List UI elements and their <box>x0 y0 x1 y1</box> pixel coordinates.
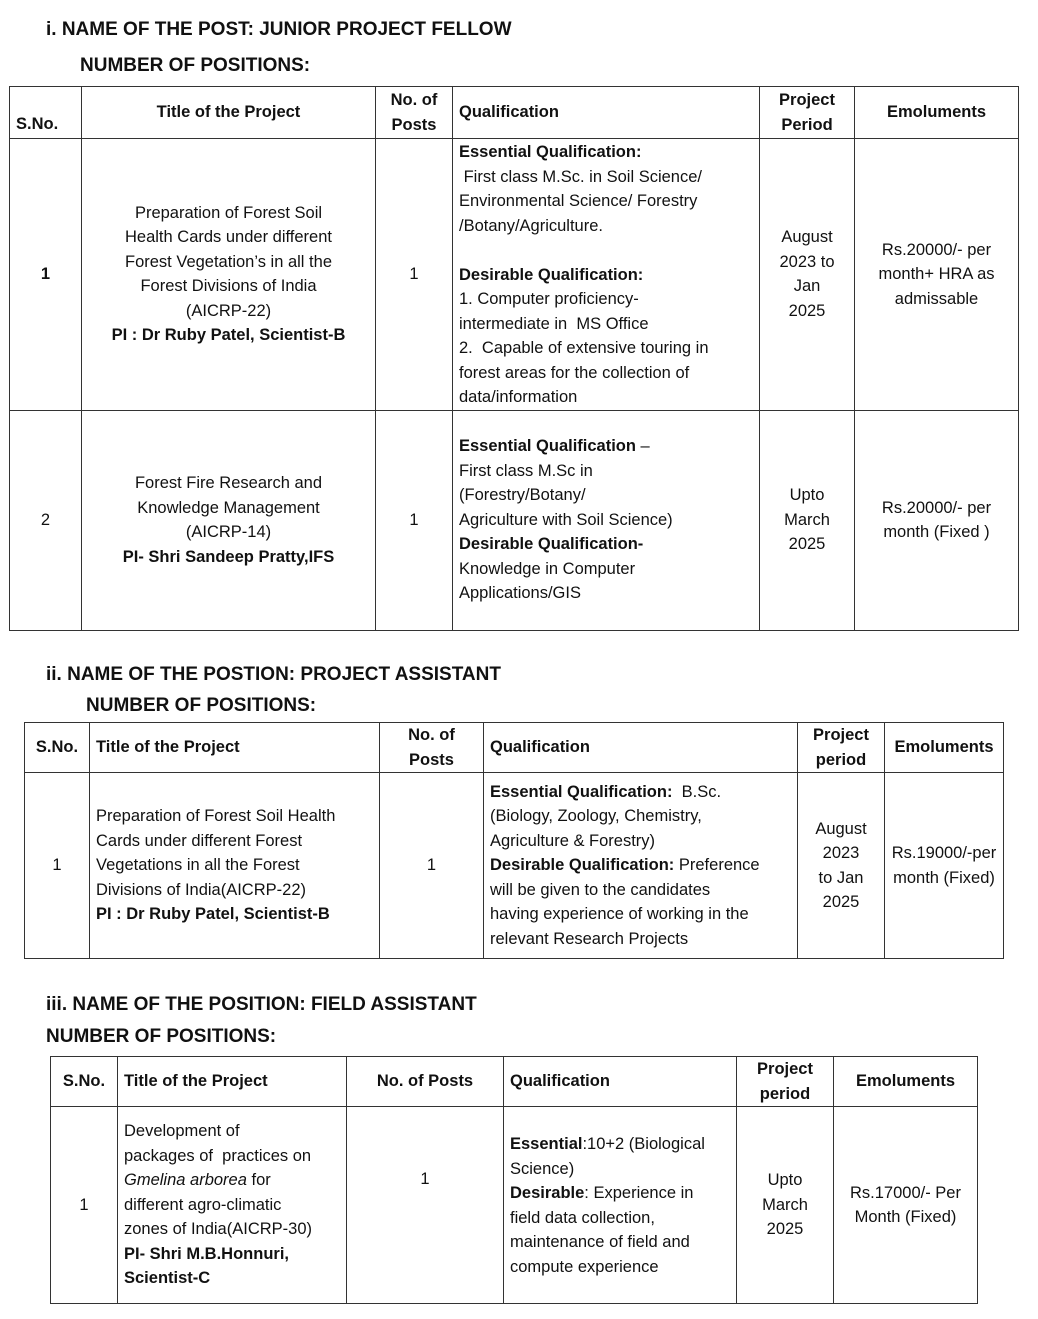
header-sno: S.No. <box>25 723 90 773</box>
header-emoluments: Emoluments <box>885 723 1004 773</box>
cell-period: Upto March 2025 <box>737 1107 834 1304</box>
cell-emoluments: Rs.19000/-per month (Fixed) <box>885 773 1004 959</box>
essential-label: Essential Qualification: <box>459 143 642 161</box>
desirable-label: Desirable <box>510 1184 585 1202</box>
cell-posts: 1 <box>380 773 484 959</box>
cell-posts: 1 <box>376 410 453 630</box>
desirable-label: Desirable Qualification- <box>459 535 644 554</box>
header-period: Project period <box>737 1057 834 1107</box>
header-qualification: Qualification <box>484 723 798 773</box>
desirable-label: Desirable Qualification: <box>459 265 644 284</box>
principal-investigator: PI : Dr Ruby Patel, Scientist-B <box>96 905 330 924</box>
header-emoluments: Emoluments <box>834 1057 978 1107</box>
cell-period: August 2023 to Jan 2025 <box>798 773 885 959</box>
table-row <box>10 139 1019 411</box>
header-title: Title of the Project <box>90 723 380 773</box>
section-1-heading: i. NAME OF THE POST: JUNIOR PROJECT FELLOW <box>46 19 512 40</box>
cell-sno: 1 <box>10 139 82 411</box>
cell-sno: 1 <box>25 773 90 959</box>
table-row <box>10 410 1019 630</box>
cell-qualification: Essential:10+2 (Biological Science) Desirable: Experience in field data collection, maintenance of field and compute experience <box>504 1107 737 1304</box>
cell-posts: 1 <box>347 1107 504 1304</box>
field-assistant-table <box>50 1056 978 1304</box>
header-title: Title of the Project <box>118 1057 347 1107</box>
cell-posts: 1 <box>376 139 453 411</box>
header-sno: S.No. <box>51 1057 118 1107</box>
section-2-subheading: NUMBER OF POSITIONS: <box>86 695 317 716</box>
cell-title: Preparation of Forest Soil Health Cards under different Forest Vegetation’s in all the Forest Divisions of India (AICRP-22) PI : Dr Ruby Patel, Scientist-B <box>82 139 376 411</box>
species-name: Gmelina arborea <box>124 1171 247 1190</box>
essential-label: Essential <box>510 1135 583 1153</box>
cell-period: August 2023 to Jan 2025 <box>760 139 855 411</box>
table-row <box>25 773 1004 959</box>
cell-sno: 2 <box>10 410 82 630</box>
cell-qualification: Essential Qualification: B.Sc. (Biology, Zoology, Chemistry, Agriculture & Forestry) Desirable Qualification: Preference will be given to the candidates having experience of working in the relevant Research Projects <box>484 773 798 959</box>
desirable-label: Desirable Qualification: <box>490 856 675 875</box>
section-3-subheading: NUMBER OF POSITIONS: <box>46 1026 277 1047</box>
header-period: Project Period <box>760 87 855 139</box>
header-period: Project period <box>798 723 885 773</box>
header-title: Title of the Project <box>82 87 376 139</box>
cell-emoluments: Rs.17000/- Per Month (Fixed) <box>834 1107 978 1304</box>
section-2-heading: ii. NAME OF THE POSTION: PROJECT ASSISTANT <box>46 664 501 685</box>
cell-sno: 1 <box>51 1107 118 1304</box>
header-qualification: Qualification <box>504 1057 737 1107</box>
cell-emoluments: Rs.20000/- per month+ HRA as admissable <box>855 139 1019 411</box>
principal-investigator: PI : Dr Ruby Patel, Scientist-B <box>111 326 346 345</box>
header-qualification: Qualification <box>453 87 760 139</box>
essential-label: Essential Qualification <box>459 437 636 456</box>
principal-investigator: PI- Shri Sandeep Pratty,IFS <box>122 547 335 566</box>
header-posts: No. of Posts <box>380 723 484 773</box>
cell-period: Upto March 2025 <box>760 410 855 630</box>
cell-qualification: Essential Qualification – First class M.Sc in (Forestry/Botany/ Agriculture with Soil Science) Desirable Qualification- Knowledge in Computer Applications/GIS <box>453 410 760 630</box>
project-assistant-table <box>24 722 1004 959</box>
header-emoluments: Emoluments <box>855 87 1019 139</box>
principal-investigator: PI- Shri M.B.Honnuri, <box>124 1244 289 1263</box>
table-header-row <box>25 723 1004 773</box>
cell-qualification: Essential Qualification: First class M.Sc. in Soil Science/ Environmental Science/ Forestry /Botany/Agriculture. Desirable Qualification: 1. Computer proficiency- intermediate in MS Office 2. Capable of extensive touring in forest areas for the collection of data/information <box>453 139 760 411</box>
essential-label: Essential Qualification: <box>490 782 673 801</box>
header-sno: S.No. <box>10 87 82 139</box>
header-posts: No. of Posts <box>347 1057 504 1107</box>
cell-emoluments: Rs.20000/- per month (Fixed ) <box>855 410 1019 630</box>
header-posts: No. of Posts <box>376 87 453 139</box>
table-header-row <box>51 1057 978 1107</box>
cell-title: Preparation of Forest Soil Health Cards under different Forest Vegetations in all the Forest Divisions of India(AICRP-22) PI : Dr Ruby Patel, Scientist-B <box>90 773 380 959</box>
table-row <box>51 1107 978 1304</box>
section-1-subheading: NUMBER OF POSITIONS: <box>80 55 311 76</box>
junior-project-fellow-table <box>9 86 1019 631</box>
cell-title: Development of packages of practices on Gmelina arborea for different agro-climatic zones of India(AICRP-30) PI- Shri M.B.Honnuri, Scientist-C <box>118 1107 347 1304</box>
cell-title: Forest Fire Research and Knowledge Management (AICRP-14) PI- Shri Sandeep Pratty,IFS <box>82 410 376 630</box>
table-header-row <box>10 87 1019 139</box>
section-3-heading: iii. NAME OF THE POSITION: FIELD ASSISTANT <box>46 994 477 1015</box>
